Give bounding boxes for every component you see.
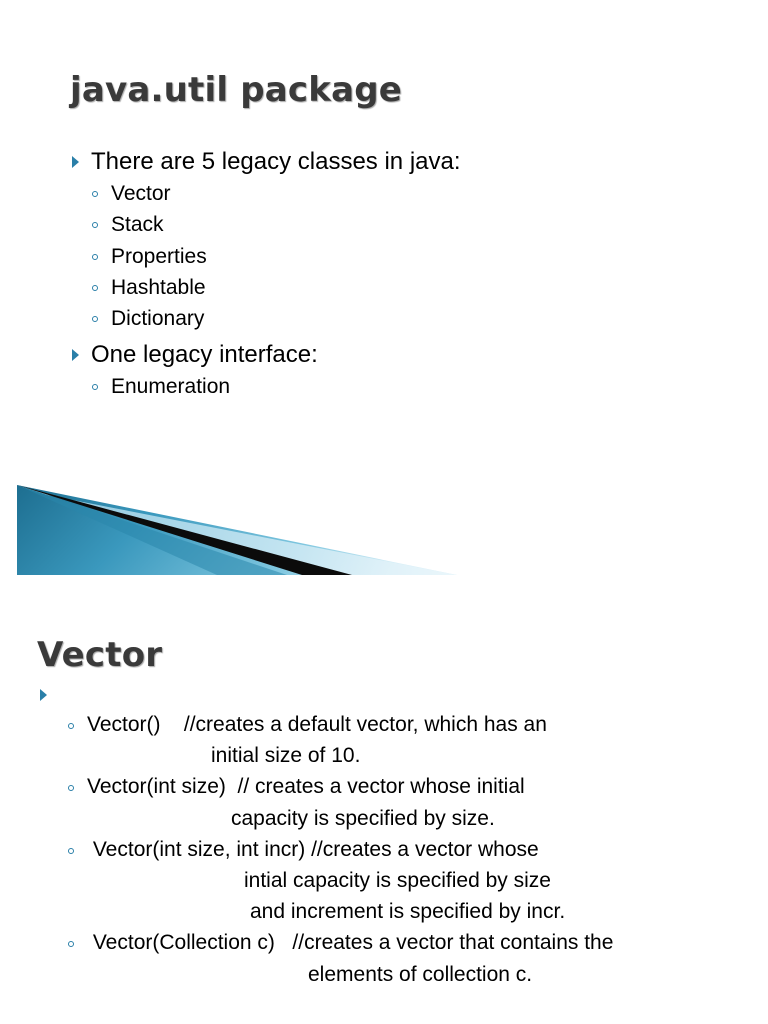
- bullet-item: There are 5 legacy classes in java:: [91, 148, 461, 175]
- sub-item-hashtable: Hashtable: [111, 276, 206, 299]
- circle-bullet-icon: [92, 191, 98, 197]
- circle-bullet-icon: [92, 316, 98, 322]
- constructor-item-continuation: initial size of 10.: [211, 744, 361, 767]
- constructor-item-continuation: elements of collection c.: [308, 963, 533, 986]
- constructor-item: Vector(int size) // creates a vector whose initial: [87, 775, 525, 798]
- constructor-item: Vector() //creates a default vector, which has an: [87, 713, 547, 736]
- constructor-item-continuation: capacity is specified by size.: [231, 807, 495, 830]
- sub-item-stack: Stack: [111, 213, 164, 236]
- slide-title: Vector: [37, 635, 163, 675]
- constructor-item-continuation: and increment is specified by incr.: [250, 900, 566, 923]
- sub-item-dictionary: Dictionary: [111, 307, 205, 330]
- circle-bullet-icon: [68, 941, 74, 947]
- slide-2: [0, 575, 768, 1024]
- triangle-bullet-icon: [40, 689, 47, 701]
- constructor-item: Vector(Collection c) //creates a vector that contains the: [87, 931, 614, 954]
- triangle-bullet-icon: [72, 349, 79, 361]
- circle-bullet-icon: [92, 384, 98, 390]
- sub-item-enumeration: Enumeration: [111, 375, 231, 398]
- circle-bullet-icon: [68, 848, 74, 854]
- circle-bullet-icon: [68, 785, 74, 791]
- constructor-item-continuation: intial capacity is specified by size: [244, 869, 551, 892]
- circle-bullet-icon: [68, 723, 74, 729]
- constructor-item: Vector(int size, int incr) //creates a vector whose: [87, 838, 539, 861]
- decorative-banner-graphic: [17, 485, 457, 575]
- bullet-item: One legacy interface:: [91, 341, 318, 368]
- triangle-bullet-icon: [72, 156, 79, 168]
- sub-item-vector: Vector: [111, 182, 171, 205]
- sub-item-properties: Properties: [111, 245, 207, 268]
- circle-bullet-icon: [92, 222, 98, 228]
- slide-title: java.util package: [70, 70, 403, 110]
- circle-bullet-icon: [92, 285, 98, 291]
- circle-bullet-icon: [92, 254, 98, 260]
